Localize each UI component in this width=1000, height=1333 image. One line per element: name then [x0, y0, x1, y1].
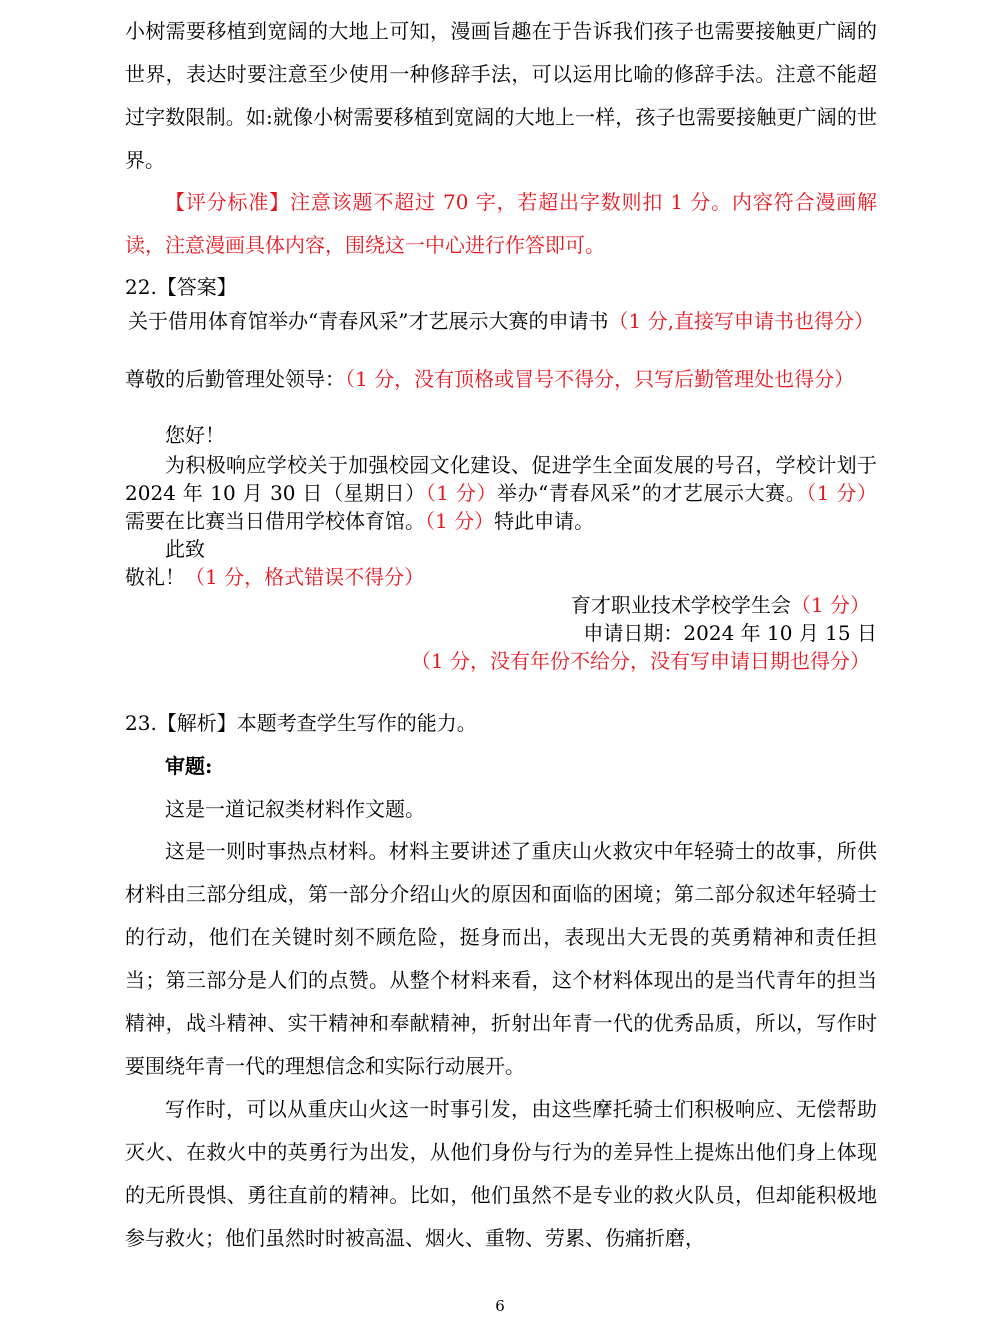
closing-salute: 敬礼！: [125, 565, 185, 589]
body-score-note-3: （1 分）: [425, 509, 495, 533]
closing-line-1: 此致: [165, 537, 205, 561]
q23-subheading: 审题:: [165, 754, 213, 778]
salutation: 尊敬的后勤管理处领导：: [125, 367, 345, 391]
signature-score-note: （1 分）: [790, 593, 870, 617]
q23-paragraph-3: 写作时，可以从重庆山火这一时事引发，由这些摩托骑士们积极响应、无偿帮助灭火、在救火中的英勇行为出发，从他们身份与行为的差异性上提炼出他们身上体现的无所畏惧、勇往直前的精神。比如，他们虽然不是专业的救火队员，但却能积极地参与救火；他们虽然时时被高温、烟火、重物、劳累、伤痛折磨，: [125, 1097, 877, 1250]
page-number: 6: [495, 1297, 505, 1315]
title-score-note: （1 分,直接写申请书也得分）: [608, 309, 874, 333]
scoring-note: 【评分标准】注意该题不超过 70 字，若超出字数则扣 1 分。内容符合漫画解读，注意漫画具体内容，围绕这一中心进行作答即可。: [125, 190, 877, 257]
body-text-4: 特此申请。: [494, 509, 595, 533]
intro-paragraph: 小树需要移植到宽阔的大地上可知，漫画旨趣在于告诉我们孩子也需要接触更广阔的世界，表达时要注意至少使用一种修辞手法，可以运用比喻的修辞手法。注意不能超过字数限制。如:就像小树需要移植到宽阔的大地上一样，孩子也需要接触更广阔的世界。: [125, 19, 877, 172]
q23-heading: 23.【解析】本题考查学生写作的能力。: [125, 711, 477, 735]
signature: 育才职业技术学校学生会: [570, 593, 791, 617]
signature-line: [125, 591, 870, 619]
application-date: 申请日期：2024 年 10 月 15 日: [583, 621, 877, 645]
body-text-2: 举办“青春风采”的才艺展示大赛。: [497, 481, 807, 505]
q22-salutation-line: [125, 365, 877, 393]
body-text-3: 需要在比赛当日借用学校体育馆。: [125, 509, 425, 533]
q23-paragraph-1: 这是一道记叙类材料作文题。: [165, 797, 425, 821]
body-text-1: 为积极响应学校关于加强校园文化建设、促进学生全面发展的号召，学校计划于 2024 年 10 月 30 日（星期日）: [125, 453, 877, 505]
body-score-note-2: （1 分）: [806, 481, 877, 505]
greeting: 您好！: [165, 423, 225, 447]
q22-title-line: [125, 307, 877, 335]
body-score-note-1: （1 分）: [425, 481, 498, 505]
q22-heading: 22.【答案】: [125, 275, 237, 299]
q23-paragraph-2: 这是一则时事热点材料。材料主要讲述了重庆山火救灾中年轻骑士的故事，所供材料由三部分组成，第一部分介绍山火的原因和面临的困境；第二部分叙述年轻骑士的行动，他们在关键时刻不顾危险，挺身而出，表现出大无畏的英勇精神和责任担当；第三部分是人们的点赞。从整个材料来看，这个材料体现出的是当代青年的担当精神，战斗精神、实干精神和奉献精神，折射出年青一代的优秀品质，所以，写作时要围绕年青一代的理想信念和实际行动展开。: [125, 839, 877, 1078]
date-score-note: （1 分，没有年份不给分，没有写申请日期也得分）: [410, 649, 870, 673]
application-body: [125, 451, 877, 535]
closing-line-2: [125, 563, 877, 591]
salutation-score-note: （1 分，没有顶格或冒号不得分，只写后勤管理处也得分）: [345, 367, 855, 391]
application-title: 关于借用体育馆举办“青春风采”才艺展示大赛的申请书: [128, 309, 609, 333]
closing-score-note: （1 分，格式错误不得分）: [185, 565, 425, 589]
